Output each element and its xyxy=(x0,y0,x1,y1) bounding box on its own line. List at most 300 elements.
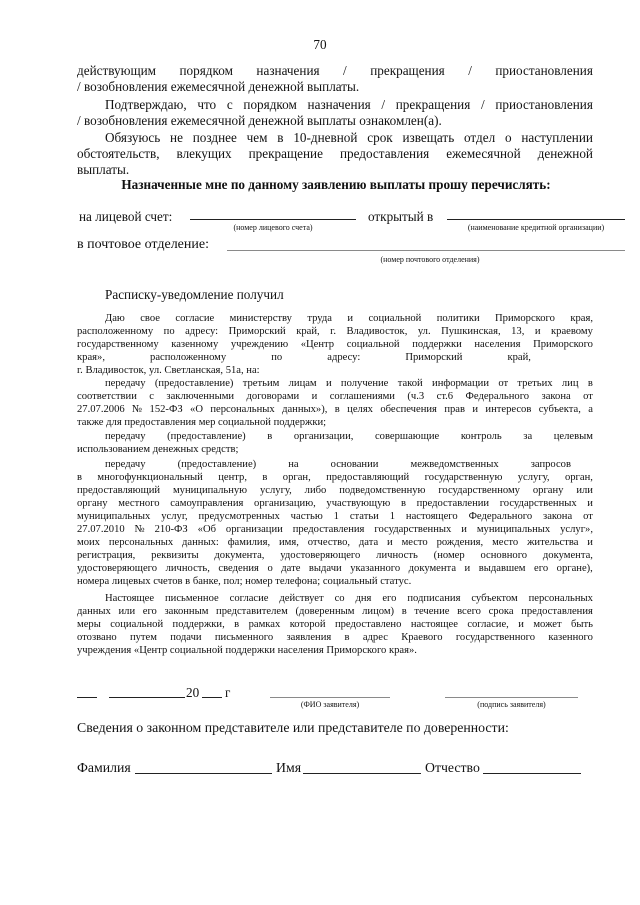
word: данных xyxy=(77,606,111,617)
opened-in-label: открытый в xyxy=(368,209,434,224)
word: контроль xyxy=(460,431,502,442)
consent-line: также для предоставления мер социальной поддержки; xyxy=(77,417,327,428)
word: отозвано xyxy=(77,632,117,643)
word: целях xyxy=(347,404,373,415)
word: на xyxy=(288,459,299,470)
word: настоящее xyxy=(410,619,458,630)
consent-line xyxy=(77,510,593,523)
word: государственных xyxy=(499,498,577,509)
word: документа xyxy=(408,563,457,574)
word: (доверенным xyxy=(295,606,355,617)
word: подписания xyxy=(407,593,461,604)
consent-line xyxy=(77,562,593,575)
consent-line: г. Владивосток, ул. Светланская, 51а, на: xyxy=(77,365,260,376)
word: и xyxy=(534,326,541,337)
word: орган, xyxy=(564,472,593,483)
word: № xyxy=(134,524,145,535)
word: социальной xyxy=(110,619,164,630)
word: данных: xyxy=(182,537,219,548)
consent-line xyxy=(77,484,593,497)
word: / xyxy=(343,63,347,78)
fio-caption: (ФИО заявителя) xyxy=(300,700,360,709)
word: № xyxy=(132,404,143,415)
word: получение xyxy=(340,378,389,389)
word: Приморский xyxy=(228,326,286,337)
word: закона xyxy=(543,511,573,522)
word: что xyxy=(197,97,217,112)
word: дата xyxy=(358,537,379,548)
consent-line xyxy=(77,390,593,403)
word: путем xyxy=(129,632,157,643)
day-field[interactable] xyxy=(77,697,97,698)
word: место xyxy=(401,537,428,548)
word: законным xyxy=(164,606,209,617)
word: его xyxy=(534,563,549,574)
word: его xyxy=(142,606,157,617)
word: приостановления xyxy=(495,97,593,112)
word: передачу xyxy=(105,431,146,442)
consent-line: номера лицевых счетов в банке, пол; номер телефона; социальный статус. xyxy=(77,576,412,587)
word: услугу, xyxy=(517,472,550,483)
word: в xyxy=(587,378,593,389)
year-suffix: г xyxy=(225,685,231,700)
word: данных»), xyxy=(282,404,328,415)
word: казенного xyxy=(548,632,593,643)
word: порядком xyxy=(243,97,297,112)
word: орган, xyxy=(282,472,311,483)
word: социальной xyxy=(368,313,422,324)
word: населения xyxy=(474,339,521,350)
intro-line-6 xyxy=(77,145,593,162)
word: выдачи xyxy=(308,563,342,574)
consent-line xyxy=(77,403,593,416)
word: обстоятельств, xyxy=(77,146,160,161)
word: лиц xyxy=(561,378,579,389)
word: Федерального xyxy=(468,511,533,522)
word: Приморского xyxy=(495,313,555,324)
intro-line-4: / возобновления ежемесячной денежной выплаты ознакомлен(а). xyxy=(77,113,442,128)
word: о xyxy=(267,563,273,574)
word: / xyxy=(468,63,472,78)
patronymic-label: Отчество xyxy=(425,760,480,775)
word: основании xyxy=(330,459,379,470)
consent-line xyxy=(77,351,531,364)
page-number: 70 xyxy=(313,37,327,52)
word: (предоставление) xyxy=(177,459,257,470)
word: поддержки, xyxy=(172,619,225,630)
word: предоставляющий xyxy=(77,485,161,496)
word: о xyxy=(504,130,512,145)
word: в xyxy=(400,498,406,509)
word: самоуправления xyxy=(170,498,244,509)
word: местного xyxy=(118,498,160,509)
word: письменного xyxy=(214,632,274,643)
consent-line xyxy=(105,377,593,390)
intro-line-2: / возобновления ежемесячной денежной выплаты. xyxy=(77,79,360,94)
word: муниципальную xyxy=(172,485,248,496)
receipt-text: Расписку-уведомление получил xyxy=(105,287,284,302)
word: центр, xyxy=(218,472,247,483)
word: ст.6 xyxy=(436,391,454,402)
word: от xyxy=(498,378,509,389)
word: в xyxy=(344,632,350,643)
word: муниципальных xyxy=(77,511,151,522)
word: министерству xyxy=(229,313,292,324)
word: 1 xyxy=(389,511,396,522)
word: г. xyxy=(330,326,336,337)
consent-line xyxy=(77,631,593,644)
word: государственных xyxy=(374,524,452,535)
consent-line xyxy=(77,605,593,618)
word: место xyxy=(492,537,519,548)
word: третьих xyxy=(517,378,553,389)
consent-line xyxy=(105,592,593,605)
word: предоставлении xyxy=(416,498,490,509)
word: представителем xyxy=(216,606,288,617)
word: организацию, xyxy=(254,498,316,509)
word: течение xyxy=(414,606,450,617)
post-office-label: в почтовое отделение: xyxy=(77,237,209,252)
word: с xyxy=(226,97,233,112)
word: 27.07.2006 xyxy=(77,404,125,415)
word: Обязуюсь xyxy=(105,130,161,145)
word: 10-дневной xyxy=(293,130,358,145)
word: 13, xyxy=(511,326,525,337)
word: и xyxy=(347,313,354,324)
consent-line xyxy=(105,312,593,325)
word: адресу: xyxy=(185,326,219,337)
word: органу xyxy=(532,485,564,496)
word: согласие xyxy=(175,313,215,324)
word: действует xyxy=(279,593,324,604)
word: расположенному xyxy=(77,326,154,337)
consent-line xyxy=(105,430,593,443)
word: предусмотренных xyxy=(198,511,280,522)
post-office-field[interactable] xyxy=(227,250,625,251)
word: (ч.3 xyxy=(407,391,425,402)
representative-heading: Сведения о законном представителе или представителе по доверенности: xyxy=(77,720,509,735)
word: позднее xyxy=(192,130,237,145)
word: персональных xyxy=(108,537,174,548)
word: прекращение xyxy=(248,146,323,161)
word: денежной xyxy=(537,146,593,161)
consent-line xyxy=(77,471,593,484)
word: назначения xyxy=(307,97,371,112)
bank-name-field[interactable] xyxy=(447,219,625,220)
word: приостановления xyxy=(495,63,593,78)
word: край, xyxy=(296,326,320,337)
word: в xyxy=(334,404,340,415)
word: такой xyxy=(397,378,423,389)
word: Подтверждаю, xyxy=(105,97,187,112)
word: лицом) xyxy=(362,606,395,617)
word: услугу, xyxy=(259,485,292,496)
account-label: на лицевой счет: xyxy=(79,209,173,224)
word: личность xyxy=(376,550,418,561)
word: подачи xyxy=(170,632,202,643)
word: имя, xyxy=(278,537,299,548)
word: Пушкинская, xyxy=(441,326,501,337)
word: заявления xyxy=(286,632,332,643)
word: всего xyxy=(457,606,481,617)
word: дня xyxy=(355,593,372,604)
word: субъектом xyxy=(471,593,518,604)
word: основного xyxy=(480,550,528,561)
word: 152-ФЗ xyxy=(149,404,183,415)
post-office-caption: (номер почтового отделения) xyxy=(380,255,480,264)
word: межведомственных xyxy=(410,459,499,470)
name-label: Имя xyxy=(276,760,302,775)
consent-line xyxy=(77,338,593,351)
surname-field[interactable] xyxy=(135,773,272,774)
word: и xyxy=(472,404,479,415)
word: «О xyxy=(190,404,203,415)
word: интересов xyxy=(485,404,532,415)
word: настоящего xyxy=(405,511,458,522)
consent-line xyxy=(77,523,593,536)
word: предоставления xyxy=(339,146,430,161)
year-field[interactable] xyxy=(202,697,222,698)
word: предоставляющий xyxy=(326,472,410,483)
word: участвующую xyxy=(326,498,391,509)
word: его xyxy=(382,593,397,604)
word: наступлении xyxy=(521,130,593,145)
word: статьи xyxy=(349,511,379,522)
word: в xyxy=(77,472,83,483)
word: 210-ФЗ xyxy=(154,524,188,535)
word: письменное xyxy=(164,593,219,604)
word: 27.07.2010 xyxy=(77,524,125,535)
word: расположенному xyxy=(150,352,227,363)
word: а xyxy=(588,404,593,415)
word: края», xyxy=(77,352,105,363)
word: меры xyxy=(77,619,101,630)
account-number-field[interactable] xyxy=(190,219,356,220)
word: заключенными xyxy=(166,391,235,402)
word: и xyxy=(387,537,393,548)
word: государственному xyxy=(77,339,159,350)
signature-caption: (подпись заявителя) xyxy=(477,700,546,709)
word: свое xyxy=(140,313,160,324)
consent-line xyxy=(77,497,593,510)
word: край, xyxy=(507,352,531,363)
word: предоставления xyxy=(292,524,365,535)
intro-line-1 xyxy=(77,62,593,79)
word: может xyxy=(533,619,562,630)
word: чем xyxy=(246,130,268,145)
intro-line-5 xyxy=(105,129,593,146)
patronymic-field[interactable] xyxy=(483,773,581,774)
word: в xyxy=(277,130,284,145)
word: (предоставление) xyxy=(167,431,246,442)
word: ул. xyxy=(417,326,431,337)
signature-field[interactable] xyxy=(445,697,578,698)
word: лицам xyxy=(288,378,317,389)
word: соглашениями xyxy=(329,391,395,402)
word: и xyxy=(518,619,524,630)
word: запросов xyxy=(530,459,571,470)
word: адресу: xyxy=(327,352,361,363)
account-number-caption: (номер лицевого счета) xyxy=(233,223,313,232)
word: с xyxy=(149,391,154,402)
word: реквизиты xyxy=(151,550,199,561)
word: документа, xyxy=(214,550,265,561)
word: за xyxy=(523,431,533,442)
word: рождения, xyxy=(436,537,484,548)
word: услуг», xyxy=(560,524,593,535)
word: от xyxy=(583,511,593,522)
word: субъекта, xyxy=(538,404,581,415)
word: персональных xyxy=(528,593,593,604)
intro-line-7: выплаты. xyxy=(77,162,130,177)
word: удостоверяющего xyxy=(77,563,158,574)
word: и xyxy=(325,378,332,389)
word: в xyxy=(401,606,407,617)
word: адрес xyxy=(362,632,388,643)
word: согласие, xyxy=(467,619,509,630)
word: порядком xyxy=(179,63,233,78)
word: и xyxy=(587,537,593,548)
word: моих xyxy=(77,537,100,548)
word: регистрация, xyxy=(77,550,136,561)
word: / xyxy=(480,97,485,112)
fio-field[interactable] xyxy=(270,697,390,698)
word: обеспечения xyxy=(380,404,437,415)
consent-line xyxy=(77,618,593,631)
word: Краевого xyxy=(401,632,443,643)
word: подведомственную xyxy=(339,485,426,496)
word: по xyxy=(163,326,175,337)
word: краевому xyxy=(551,326,593,337)
word: частью xyxy=(290,511,323,522)
word: организации, xyxy=(293,431,354,442)
word: назначения xyxy=(256,63,320,78)
word: поддержки xyxy=(412,339,462,350)
word: договорами xyxy=(246,391,300,402)
word: 1 xyxy=(333,511,339,522)
word: выдавшем xyxy=(478,563,526,574)
word: в xyxy=(234,619,240,630)
word: личность, xyxy=(165,563,210,574)
word: (предоставление) xyxy=(154,378,234,389)
word: «Центр xyxy=(300,339,335,350)
word: предоставления xyxy=(521,606,593,617)
word: ежемесячной xyxy=(446,146,521,161)
word: передачу xyxy=(105,378,146,389)
word: Приморского xyxy=(533,339,593,350)
word: извещать xyxy=(402,130,455,145)
consent-line: использованием денежных средств; xyxy=(77,444,239,455)
word: быть xyxy=(570,619,593,630)
word: или xyxy=(118,606,136,617)
word: прав xyxy=(444,404,465,415)
name-field[interactable] xyxy=(303,773,421,774)
word: не xyxy=(170,130,183,145)
word: Владивосток, xyxy=(346,326,408,337)
word: или xyxy=(576,485,593,496)
word: политики xyxy=(436,313,480,324)
word: жительства xyxy=(527,537,579,548)
word: труда xyxy=(307,313,332,324)
year-prefix: 20 xyxy=(186,685,200,700)
word: третьим xyxy=(242,378,280,389)
word: государственную xyxy=(424,472,503,483)
word: информации xyxy=(432,378,490,389)
word: учреждению xyxy=(230,339,289,350)
word: услуг, xyxy=(161,511,188,522)
word: дате xyxy=(281,563,301,574)
word: муниципальных xyxy=(476,524,551,535)
word: социальной xyxy=(346,339,400,350)
word: целевым xyxy=(553,431,593,442)
word: влекущих xyxy=(176,146,232,161)
word: удостоверяющего xyxy=(280,550,361,561)
consent-line xyxy=(77,536,593,549)
word: края, xyxy=(570,313,593,324)
word: срока xyxy=(488,606,514,617)
word: прекращения xyxy=(395,97,471,112)
word: организации xyxy=(225,524,283,535)
consent-line xyxy=(77,549,593,562)
word: государственного xyxy=(455,632,536,643)
word: государственному xyxy=(438,485,520,496)
word: закона xyxy=(541,391,571,402)
bank-name-caption: (наименование кредитной организации) xyxy=(467,223,605,232)
intro-line-3 xyxy=(105,96,593,113)
consent-line xyxy=(105,458,571,471)
word: и xyxy=(464,563,471,574)
word: Приморский xyxy=(405,352,463,363)
word: срок xyxy=(367,130,393,145)
consent-line xyxy=(77,325,593,338)
word: фамилия, xyxy=(227,537,271,548)
payment-heading: Назначенные мне по данному заявлению выплаты прошу перечислять: xyxy=(121,177,551,192)
word: передачу xyxy=(105,459,146,470)
word: и xyxy=(461,524,467,535)
month-field[interactable] xyxy=(109,697,185,698)
word: документа, xyxy=(542,550,593,561)
word: (номер xyxy=(433,550,465,561)
word: и xyxy=(587,498,593,509)
word: отдел xyxy=(464,130,496,145)
word: Даю xyxy=(105,313,125,324)
word: органу xyxy=(77,498,108,509)
word: сведения xyxy=(218,563,259,574)
word: со xyxy=(334,593,345,604)
word: «Об xyxy=(197,524,216,535)
word: совершающие xyxy=(374,431,440,442)
word: либо xyxy=(304,485,327,496)
word: от xyxy=(583,391,593,402)
word: указанного xyxy=(350,563,401,574)
word: Настоящее xyxy=(105,593,155,604)
word: многофункциональный xyxy=(97,472,203,483)
surname-label: Фамилия xyxy=(77,760,131,775)
word: согласие xyxy=(229,593,269,604)
word: персональных xyxy=(210,404,275,415)
word: / xyxy=(381,97,386,112)
word: действующим xyxy=(77,63,157,78)
word: соответствии xyxy=(77,391,137,402)
word: по xyxy=(271,352,283,363)
word: казенному xyxy=(171,339,219,350)
word: Федерального xyxy=(465,391,530,402)
word: рамках xyxy=(248,619,281,630)
consent-line: учреждения «Центр социальной поддержки населения Приморского края». xyxy=(77,645,417,656)
word: и xyxy=(311,391,318,402)
word: прекращения xyxy=(370,63,445,78)
word: органе), xyxy=(556,563,593,574)
